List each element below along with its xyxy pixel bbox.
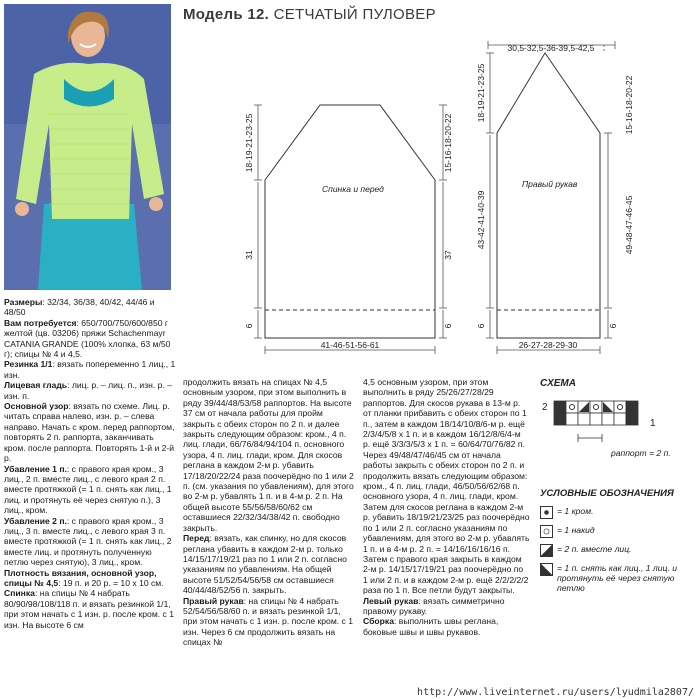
legend-item: = 1 кром. xyxy=(540,506,698,519)
watermark-url: http://www.liveinternet.ru/users/lyudmila2807/ xyxy=(417,687,694,698)
sleeve-right-length-dim: 49-48-47-46-45 xyxy=(624,195,634,255)
body-left-bottom-dim: 6 xyxy=(244,323,254,329)
paragraph: Спинка: на спицы № 4 набрать 80/90/98/108/118 п. и вязать резинкой 1/1, при этом начать с 1 изн. р. после кром. с 1 изн. На высоте 6 см xyxy=(4,588,174,630)
legend-title: УСЛОВНЫЕ ОБОЗНАЧЕНИЯ xyxy=(540,488,674,499)
body-label: Спинка и перед xyxy=(322,184,384,194)
instructions-column-3 xyxy=(363,377,530,637)
paragraph: Размеры: 32/34, 36/38, 40/42, 44/46 и 48/50 xyxy=(4,297,155,318)
legend-item: = 1 п. снять как лиц., 1 лиц. и протянуть её через снятую петлю xyxy=(540,563,698,593)
scheme-grid xyxy=(540,396,700,456)
sleeve-left-bottom-dim: 6 xyxy=(476,323,486,329)
body-right-bottom-dim: 6 xyxy=(443,323,453,329)
paragraph: Убавление 1 п.: с правого края кром., 3 лиц., 2 п. вместе лиц., с левого края 2 п. вместе протяжкой (= 1 п. снять как лиц., 1 лиц. и протянуть её через снятую п.), 3 лиц., кром. xyxy=(4,463,172,516)
paragraph: Убавление 2 п.: с правого края кром., 3 лиц., 3 п. вместе лиц., с левого края 3 п. вместе протяжкой (= 1 п. снять как лиц., 2 вместе лиц. и протянуть полученную петлю через снятую), 3 лиц., кром. xyxy=(4,515,172,568)
scheme-title: СХЕМА xyxy=(540,378,576,389)
sleeve-left-length-dim: 43-42-41-40-39 xyxy=(476,190,486,250)
paragraph: Резинка 1/1: вязать попеременно 1 лиц., 1 изн. xyxy=(4,359,176,380)
scheme-row-2: 2 xyxy=(542,402,548,413)
model-number: Модель 12. xyxy=(183,6,270,23)
sleeve-label: Правый рукав xyxy=(522,179,578,189)
sleeve-right-upper-dim: 15-16-18-20-22 xyxy=(624,75,634,135)
rapport-label: раппорт = 2 п. xyxy=(611,448,671,458)
paragraph: Плотность вязания, основной узор, спицы № 4,5: 19 п. и 20 р. = 10 х 10 см. xyxy=(4,567,164,588)
paragraph: Левый рукав: вязать симметрично правому рукаву. xyxy=(363,595,505,616)
scheme-row-1: 1 xyxy=(650,418,656,429)
sleeve-width-dim: 26-27-28-29-30 xyxy=(518,340,578,350)
edge-stitch-icon xyxy=(540,506,553,519)
body-right-mid-dim: 37 xyxy=(443,250,453,260)
k2tog-icon xyxy=(540,544,553,557)
body-top-left-dim: 18-19-21-23-25 xyxy=(244,113,254,173)
sleeve-outline xyxy=(497,53,600,338)
paragraph: Вам потребуется: 650/700/750/600/850 г желтой (цв. 03206) пряжи Schachenmayr CATANIA GRANDE (100% хлопка, 63 м/50 г); спицы № 4 и 4,5. xyxy=(4,317,171,360)
sleeve-right-bottom-dim: 6 xyxy=(608,323,618,329)
paragraph: Основной узор: вязать по схеме. Лиц. р. читать справа налево, изн. р. – слева направо. Начать с кром. перед раппортом, повторять 2 п. раппорта, заканчивать кром. после раппорта. Повторять 1-й и 2-й р. xyxy=(4,401,175,464)
paragraph: Сборка: выполнить швы реглана, боковые швы и швы рукавов. xyxy=(363,616,499,637)
paragraph: продолжить вязать на спицах № 4,5 основным узором, при этом выполнить в ряду 39/44/48/53/58 раппортов. На высоте 37 см от начала работы для пройм закрыть с обеих сторон по 2 п. и далее закрыть следующим образом: кром., 4 п. лиц. глади, 66/76/84/94/104 п. основного узора, 4 п. лиц. глади, кром. Для скосов реглана в каждом 2-м р. убавить 17/18/20/22/24 раза поочерёдно по 1 или 2 п. (см. указания по убавлениям), для этого во 2-м р. убавлять 1 п. и в 4-м р. 2 п. На общей высоте 55/56/58/60/62 см оставшиеся 22/32/34/38/42 п. свободно закрыть. xyxy=(183,377,354,533)
paragraph: Лицевая гладь: лиц. р. – лиц. п., изн. р. – изн. п. xyxy=(4,380,173,401)
instructions-column-2 xyxy=(183,377,355,648)
model-name: СЕТЧАТЫЙ ПУЛОВЕР xyxy=(273,6,436,23)
body-right-upper-dim: 15-16-18-20-22 xyxy=(443,113,453,173)
yarn-over-icon xyxy=(540,525,553,538)
sleeve-top-dim: 30,5-32,5-36-39,5-42,5 xyxy=(507,43,595,53)
paragraph: 4,5 основным узором, при этом выполнить в ряду 25/26/27/28/29 раппортов. Для скосов рукава в 13-м р. от планки прибавить с обеих сторон по 1 п., затем в каждом 18/14/10/8/6-м р. ещё 2/3/4/5/8 х 1 п. и в каждом 16/12/8/6/4-м р. ещё 3/3/3/5/3 х 1 п. = 60/64/70/76/82 п. Через 49/48/47/46/45 см от начала работы закрыть с обеих сторон по 2 п. и продолжить вязать следующим образом: кром., 4 п. лиц. глади, 46/50/56/62/68 п. основного узора, 4 п. лиц. глади, кром. Затем для скосов реглана в каждом 2-м р. убавить 18/19/21/23/25 раз поочерёдно по 1 или 2 п. согласно указаниям по убавлениям, для этого во 2-м р. убавлять 1 п. и в 4-м р. 2 п. = 14/16/16/16/16 п. Затем с правого края закрыть в каждом 2-м р. 14/15/17/19/21 раз поочерёдно по 1 или 2 п. и в каждом 2-м р. ещё 2/2/2/2/2 раза по 1 п. Все петли будут закрыты. xyxy=(363,377,530,596)
paragraph: Перед: вязать, как спинку, но для скосов реглана убавить в каждом 2-м р. только 14/15/17/19/21 раз по 1 или 2 п. согласно указаниям по убавлениям. На общей высоте 51/52/54/56/58 см оставшиеся 40/44/48/52/56 п. закрыть. xyxy=(183,533,347,596)
sleeve-left-upper-dim: 18-19-21-23-25 xyxy=(476,63,486,123)
body-left-mid-dim: 31 xyxy=(244,250,254,260)
paragraph: Правый рукав: на спицы № 4 набрать 52/54/56/58/60 п. и вязать резинкой 1/1, при этом начать с 1 изн. р. после кром. с 1 изн. Через 6 см продолжить вязать на спицах № xyxy=(183,595,353,648)
instructions-column-1 xyxy=(4,297,176,630)
body-width-dim: 41-46-51-56-61 xyxy=(320,340,380,350)
body-outline xyxy=(265,105,435,338)
legend-item: = 1 накид xyxy=(540,525,698,538)
ssk-icon xyxy=(540,563,553,576)
legend xyxy=(540,506,698,599)
legend-item: = 2 п. вместе лиц. xyxy=(540,544,698,557)
